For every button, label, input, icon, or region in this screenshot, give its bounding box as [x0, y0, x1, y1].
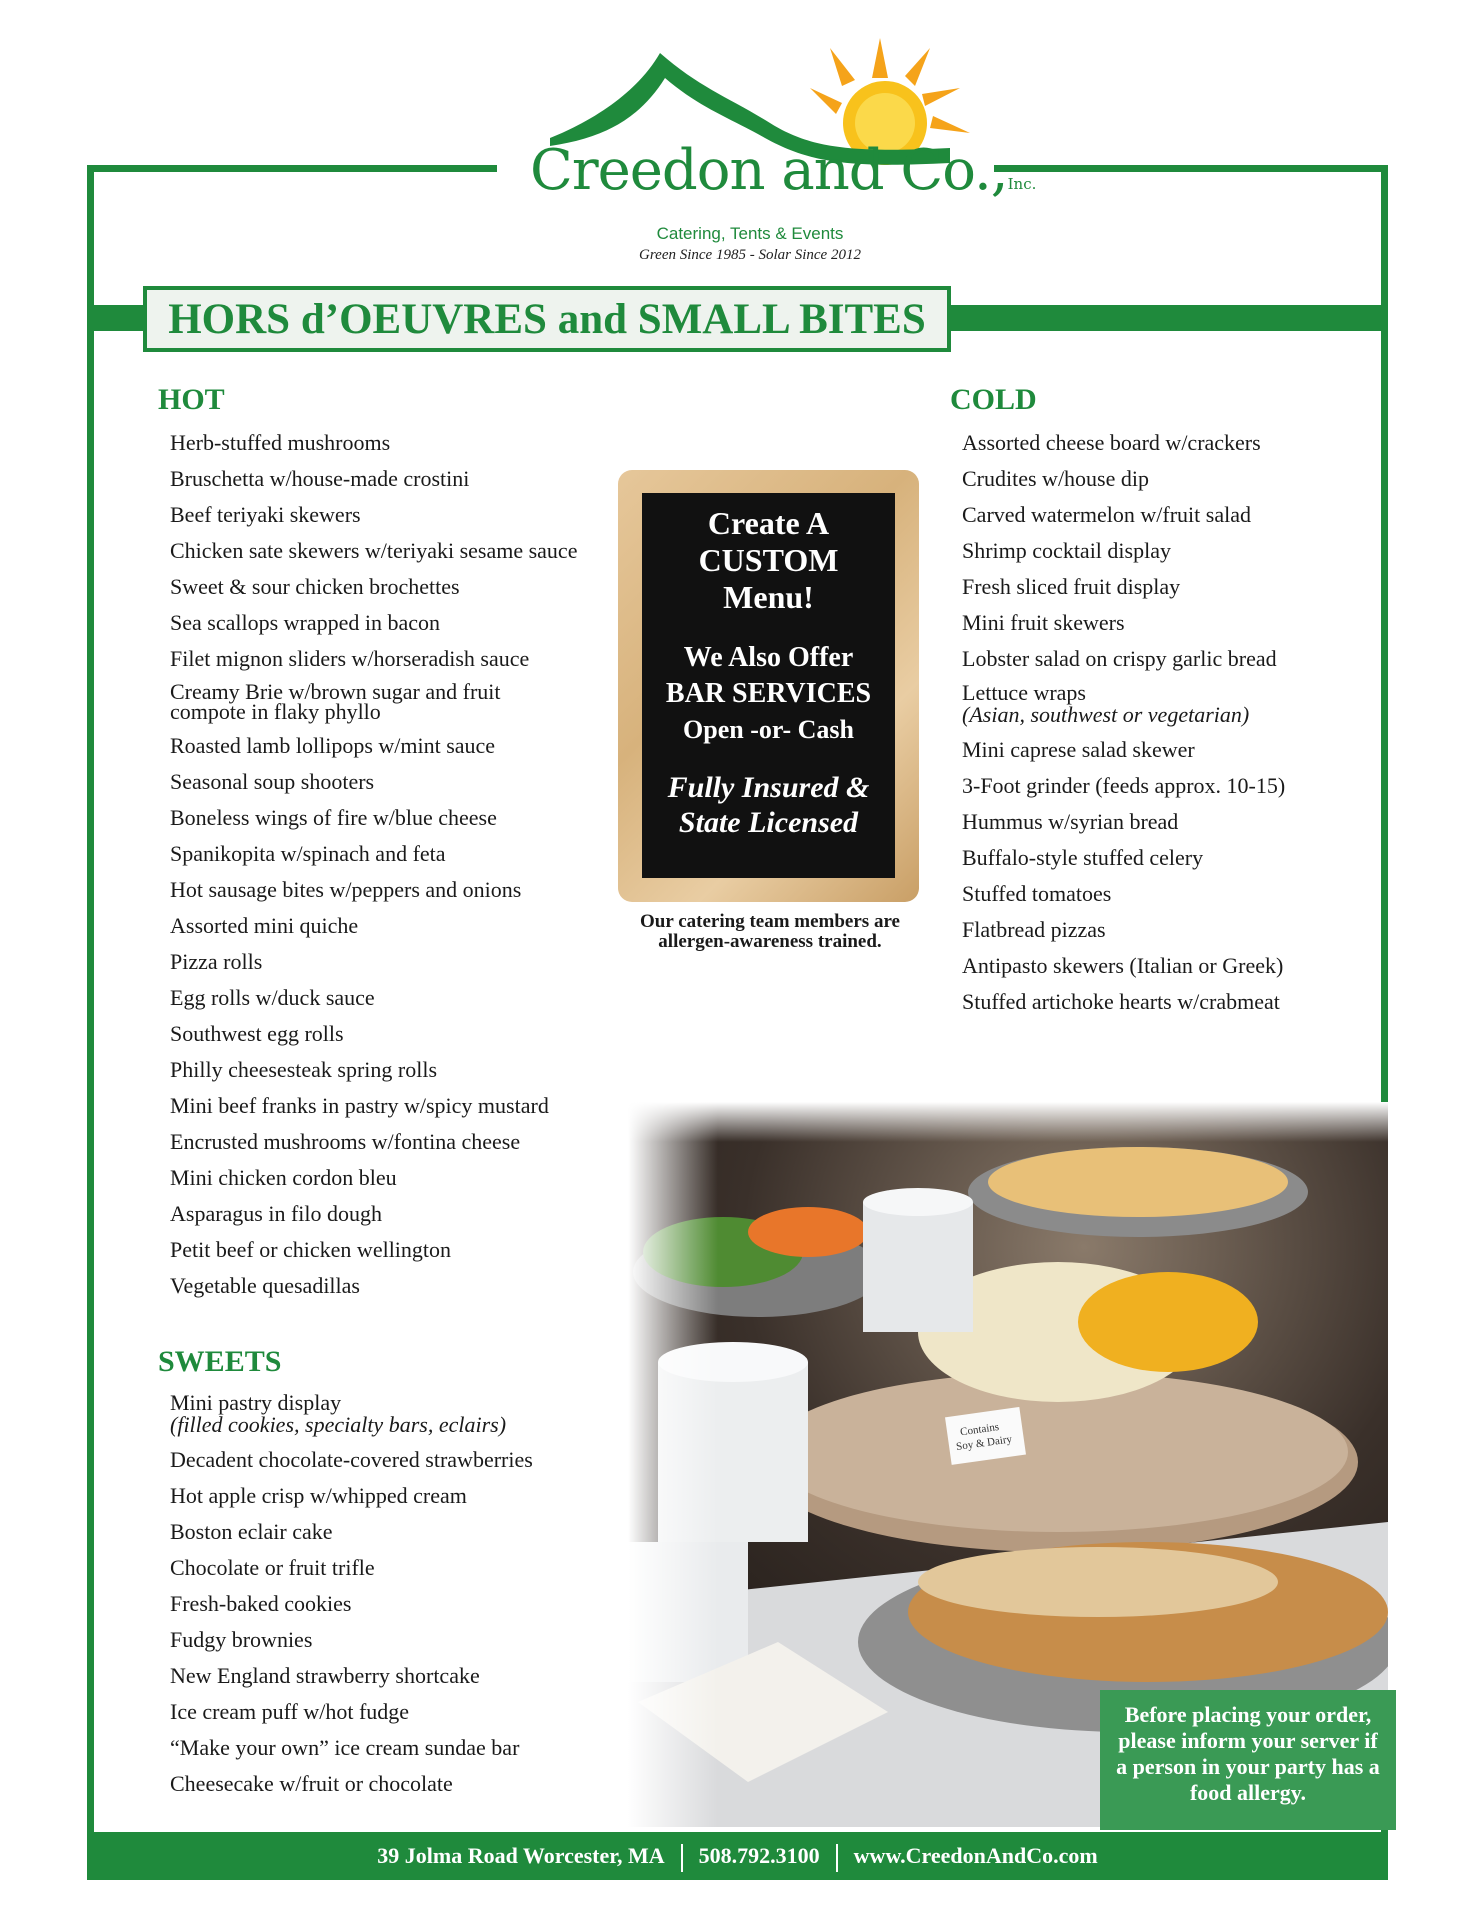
- menu-item: [170, 610, 600, 635]
- menu-item-name: Shrimp cocktail display: [962, 538, 1171, 563]
- chalk-line: Create A: [707, 505, 830, 541]
- menu-item: [962, 845, 1382, 870]
- menu-item-name: Crudites w/house dip: [962, 466, 1149, 491]
- frame-top-rule-left: [87, 165, 497, 172]
- sweets-heading: SWEETS: [158, 1345, 282, 1378]
- menu-item-name: Philly cheesesteak spring rolls: [170, 1057, 438, 1082]
- menu-item-name: Mini caprese salad skewer: [962, 737, 1195, 762]
- menu-item: [962, 953, 1382, 978]
- menu-item-name: Mini beef franks in pastry w/spicy mustard: [170, 1093, 549, 1118]
- menu-item: [170, 538, 600, 563]
- menu-item-name: Bruschetta w/house-made crostini: [170, 466, 470, 491]
- menu-item-name: 3-Foot grinder (feeds approx. 10-15): [962, 773, 1286, 798]
- menu-item: [170, 1021, 600, 1046]
- menu-item: [170, 1735, 600, 1760]
- photo-label-line: Contains: [959, 1421, 1000, 1439]
- menu-item-name: Egg rolls w/duck sauce: [170, 985, 375, 1010]
- menu-item: [170, 1555, 600, 1580]
- menu-item: [170, 646, 600, 671]
- menu-item-name: Lettuce wraps: [962, 680, 1086, 705]
- menu-item-name: Carved watermelon w/fruit salad: [962, 502, 1251, 527]
- chalk-line: CUSTOM: [698, 542, 839, 578]
- menu-item: [170, 466, 600, 491]
- menu-item: [170, 877, 600, 902]
- menu-item: [170, 1483, 600, 1508]
- menu-item: [170, 913, 600, 938]
- food-allergy-notice: [1100, 1690, 1396, 1830]
- menu-item-detail: (filled cookies, specialty bars, eclairs): [170, 1412, 507, 1437]
- menu-item: [170, 1447, 600, 1472]
- menu-item: [170, 841, 600, 866]
- menu-item: [962, 917, 1382, 942]
- menu-item: [170, 949, 600, 974]
- footer-divider: [681, 1844, 683, 1872]
- menu-item-name: Spanikopita w/spinach and feta: [170, 841, 446, 866]
- footer-website[interactable]: www.CreedonAndCo.com: [853, 1843, 1098, 1868]
- menu-item-name: Cheesecake w/fruit or chocolate: [170, 1771, 453, 1796]
- menu-item: [170, 1057, 600, 1082]
- menu-item: [170, 1201, 600, 1226]
- menu-item-name: Boston eclair cake: [170, 1519, 333, 1544]
- menu-item-name: Pizza rolls: [170, 949, 263, 974]
- footer-divider: [836, 1844, 838, 1872]
- menu-item: [170, 733, 600, 758]
- menu-item: [962, 430, 1382, 455]
- chalk-line: We Also Offer: [683, 642, 854, 673]
- logo-since: Green Since 1985 - Solar Since 2012: [639, 247, 861, 263]
- menu-item: [170, 1591, 600, 1616]
- menu-item-name: Sea scallops wrapped in bacon: [170, 610, 441, 635]
- allergen-training-note: Our catering team members are allergen-awareness trained.: [640, 911, 900, 952]
- menu-item-name: Southwest egg rolls: [170, 1021, 344, 1046]
- chalk-line: Menu!: [723, 579, 814, 615]
- menu-item: [170, 1392, 600, 1436]
- menu-item: [170, 985, 600, 1010]
- menu-item: [170, 502, 600, 527]
- chalk-line: State Licensed: [678, 806, 859, 839]
- menu-item-name: Hot apple crisp w/whipped cream: [170, 1483, 467, 1508]
- menu-item: [170, 1627, 600, 1652]
- menu-item-name: Mini fruit skewers: [962, 610, 1125, 635]
- menu-item: [170, 574, 600, 599]
- menu-item: [170, 1129, 600, 1154]
- footer-phone[interactable]: 508.792.3100: [698, 1843, 820, 1868]
- chalk-line: Open -or- Cash: [683, 715, 854, 744]
- hot-list: [170, 430, 600, 1309]
- chalkboard-sign: [618, 470, 919, 902]
- menu-item-name: Assorted cheese board w/crackers: [962, 430, 1261, 455]
- menu-item-name: Chicken sate skewers w/teriyaki sesame sauce: [170, 538, 578, 563]
- menu-item: [962, 610, 1382, 635]
- menu-item-name: Hot sausage bites w/peppers and onions: [170, 877, 522, 902]
- menu-item: [962, 682, 1382, 726]
- menu-item: [962, 881, 1382, 906]
- menu-item-detail: (Asian, southwest or vegetarian): [962, 702, 1250, 727]
- menu-item-name: “Make your own” ice cream sundae bar: [170, 1735, 520, 1760]
- allergy-notice-text: Before placing your order, please inform your server if a person in your party has a food allergy.: [1116, 1702, 1380, 1805]
- menu-item-name: Stuffed tomatoes: [962, 881, 1112, 906]
- menu-item-name: Hummus w/syrian bread: [962, 809, 1179, 834]
- menu-item-name: Petit beef or chicken wellington: [170, 1237, 452, 1262]
- menu-item: [170, 769, 600, 794]
- logo-wordmark: Creedon and Co.,Inc.: [530, 138, 1037, 203]
- menu-item: [170, 1273, 600, 1298]
- menu-item-name: Filet mignon sliders w/horseradish sauce: [170, 646, 530, 671]
- chalk-line: Fully Insured &: [667, 771, 870, 804]
- menu-item-name: Ice cream puff w/hot fudge: [170, 1699, 410, 1724]
- page-title: HORS d’OEUVRES and SMALL BITES: [168, 296, 926, 343]
- menu-item: [170, 805, 600, 830]
- cold-heading: COLD: [950, 383, 1037, 416]
- menu-item: [962, 538, 1382, 563]
- menu-item: [962, 466, 1382, 491]
- menu-item-name: Creamy Brie w/brown sugar and fruit: [170, 679, 501, 704]
- menu-item: [170, 1519, 600, 1544]
- menu-item-name: Fresh sliced fruit display: [962, 574, 1181, 599]
- footer-bar: [87, 1832, 1388, 1880]
- menu-item: [170, 430, 600, 455]
- menu-item-name: Assorted mini quiche: [170, 913, 359, 938]
- menu-item: [170, 1663, 600, 1688]
- photo-label-line: Soy & Dairy: [955, 1433, 1013, 1454]
- menu-item-name: Mini chicken cordon bleu: [170, 1165, 397, 1190]
- menu-item: [962, 809, 1382, 834]
- menu-item-name: Buffalo-style stuffed celery: [962, 845, 1204, 870]
- menu-item-name: Sweet & sour chicken brochettes: [170, 574, 460, 599]
- menu-item: [962, 737, 1382, 762]
- menu-item: [170, 679, 600, 724]
- menu-item: [962, 574, 1382, 599]
- menu-item: [170, 1699, 600, 1724]
- menu-item-name: Flatbread pizzas: [962, 917, 1106, 942]
- chalkboard-panel: [642, 493, 895, 878]
- menu-item-name: Chocolate or fruit trifle: [170, 1555, 375, 1580]
- company-logo: [510, 28, 1037, 263]
- menu-item: [170, 1093, 600, 1118]
- menu-item-name: Boneless wings of fire w/blue cheese: [170, 805, 497, 830]
- menu-item-name: New England strawberry shortcake: [170, 1663, 480, 1688]
- frame-top-rule-right: [994, 165, 1388, 172]
- menu-item-name: Vegetable quesadillas: [170, 1273, 360, 1298]
- title-box: [143, 286, 951, 352]
- hot-heading: HOT: [158, 383, 225, 416]
- menu-item: [170, 1237, 600, 1262]
- menu-item: [170, 1771, 600, 1796]
- menu-item-name: Encrusted mushrooms w/fontina cheese: [170, 1129, 521, 1154]
- menu-item: [962, 646, 1382, 671]
- chalk-line: BAR SERVICES: [665, 678, 872, 709]
- menu-item-name: Asparagus in filo dough: [170, 1201, 383, 1226]
- menu-item-name: Herb-stuffed mushrooms: [170, 430, 391, 455]
- menu-item-name: Mini pastry display: [170, 1390, 342, 1415]
- menu-item-name: Antipasto skewers (Italian or Greek): [962, 953, 1284, 978]
- menu-item: [962, 989, 1382, 1014]
- menu-item-name: Roasted lamb lollipops w/mint sauce: [170, 733, 496, 758]
- menu-item-name: Seasonal soup shooters: [170, 769, 375, 794]
- menu-item-name: Lobster salad on crispy garlic bread: [962, 646, 1277, 671]
- menu-item-name: Stuffed artichoke hearts w/crabmeat: [962, 989, 1280, 1014]
- menu-item-name: Fudgy brownies: [170, 1627, 313, 1652]
- menu-item-name: Decadent chocolate-covered strawberries: [170, 1447, 533, 1472]
- menu-item: [962, 502, 1382, 527]
- logo-tagline: Catering, Tents & Events: [656, 224, 844, 243]
- menu-item: [170, 1165, 600, 1190]
- menu-item-name: Fresh-baked cookies: [170, 1591, 352, 1616]
- sweets-list: [170, 1392, 600, 1807]
- cold-list: [962, 430, 1382, 1025]
- menu-item-continuation: compote in flaky phyllo: [170, 699, 381, 724]
- menu-item-name: Beef teriyaki skewers: [170, 502, 361, 527]
- footer-address: 39 Jolma Road Worcester, MA: [377, 1843, 665, 1868]
- menu-item: [962, 773, 1382, 798]
